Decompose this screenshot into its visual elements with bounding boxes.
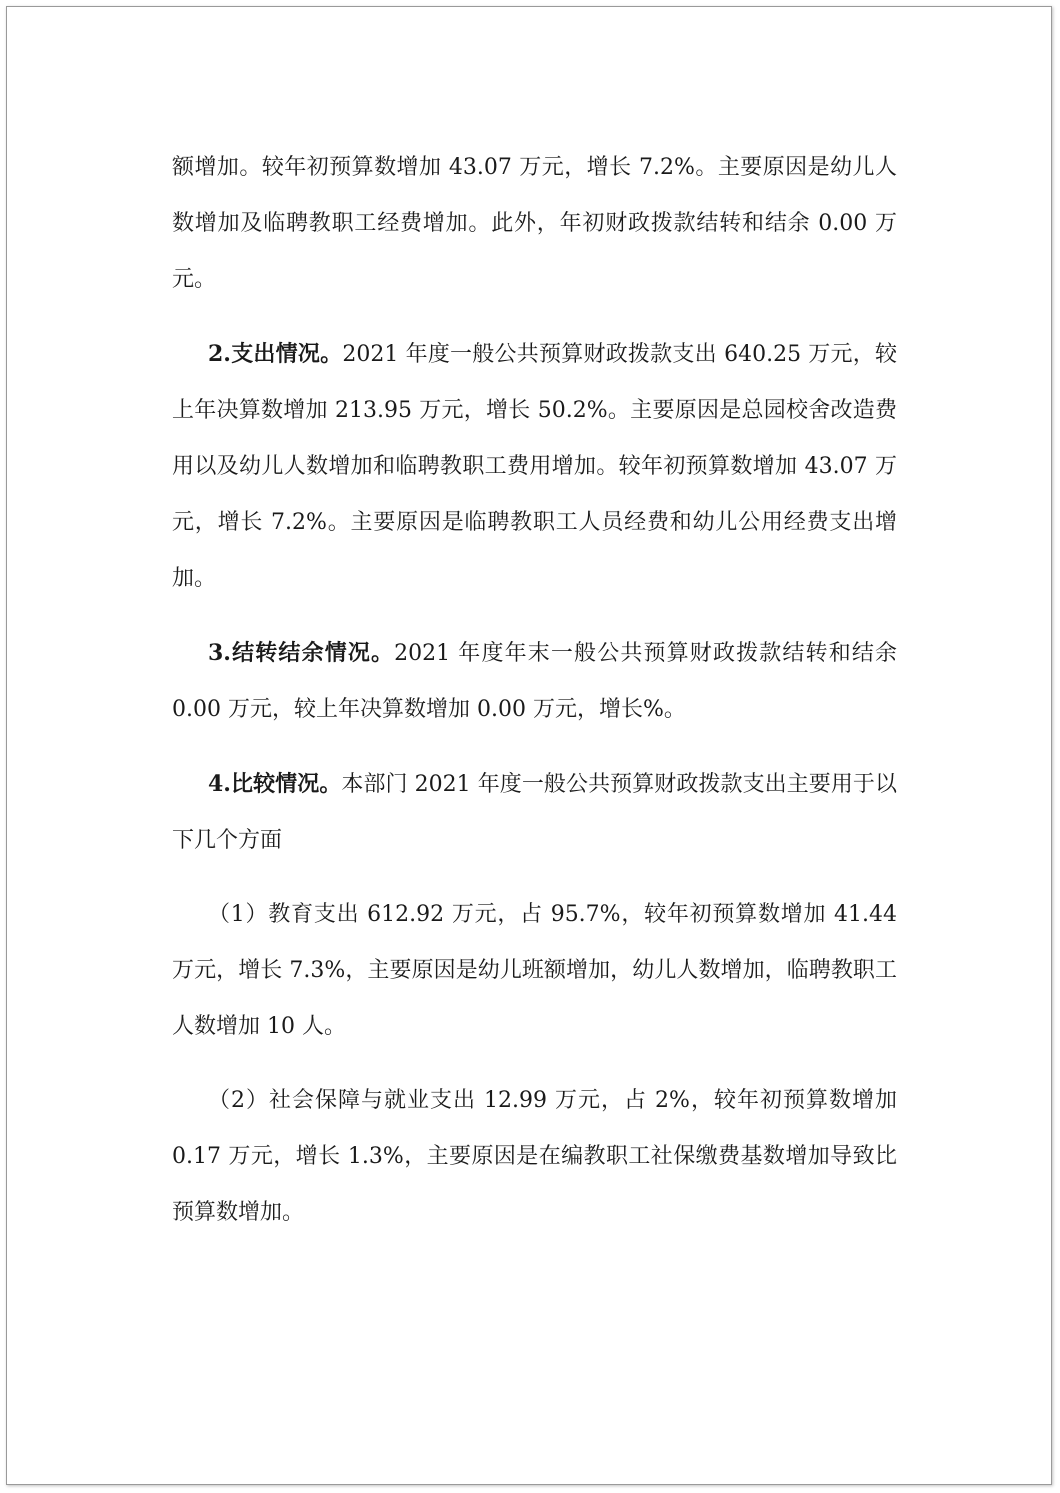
text-comparison: 本部门 2021 年度一般公共预算财政拨款支出主要用于以下几个方面 xyxy=(172,772,897,853)
paragraph-expenditure xyxy=(172,326,897,607)
paragraph-income-continued: 额增加。较年初预算数增加 43.07 万元，增长 7.2%。主要原因是幼儿人数增加及临聘教职工经费增加。此外，年初财政拨款结转和结余 0.00 万元。 xyxy=(172,155,897,292)
paragraph-carryover xyxy=(172,625,897,738)
document-body xyxy=(172,140,897,1259)
paragraph-comparison xyxy=(172,756,897,869)
heading-expenditure: 2.支出情况。 xyxy=(208,341,343,367)
heading-carryover: 3.结转结余情况。 xyxy=(208,640,395,666)
text-carryover: 2021 年度年末一般公共预算财政拨款结转和结余 0.00 万元，较上年决算数增加 0.00 万元，增长%。 xyxy=(172,641,898,722)
text-expenditure: 2021 年度一般公共预算财政拨款支出 640.25 万元，较上年决算数增加 213.95 万元，增长 50.2%。主要原因是总园校舍改造费用以及幼儿人数增加和临聘教职工费用增加。较年初预算数增加 43.07 万元，增长 7.2%。主要原因是临聘教职工人员经费和幼儿公用经费支出增加。 xyxy=(172,342,897,591)
paragraph-social-security: （2）社会保障与就业支出 12.99 万元，占 2%，较年初预算数增加 0.17 万元，增长 1.3%，主要原因是在编教职工社保缴费基数增加导致比预算数增加。 xyxy=(172,1088,897,1225)
document-page xyxy=(6,6,1052,1485)
paragraph-education: （1）教育支出 612.92 万元，占 95.7%，较年初预算数增加 41.44 万元，增长 7.3%，主要原因是幼儿班额增加，幼儿人数增加，临聘教职工人数增加 10 人。 xyxy=(172,902,897,1039)
heading-comparison: 4.比较情况。 xyxy=(208,771,342,797)
